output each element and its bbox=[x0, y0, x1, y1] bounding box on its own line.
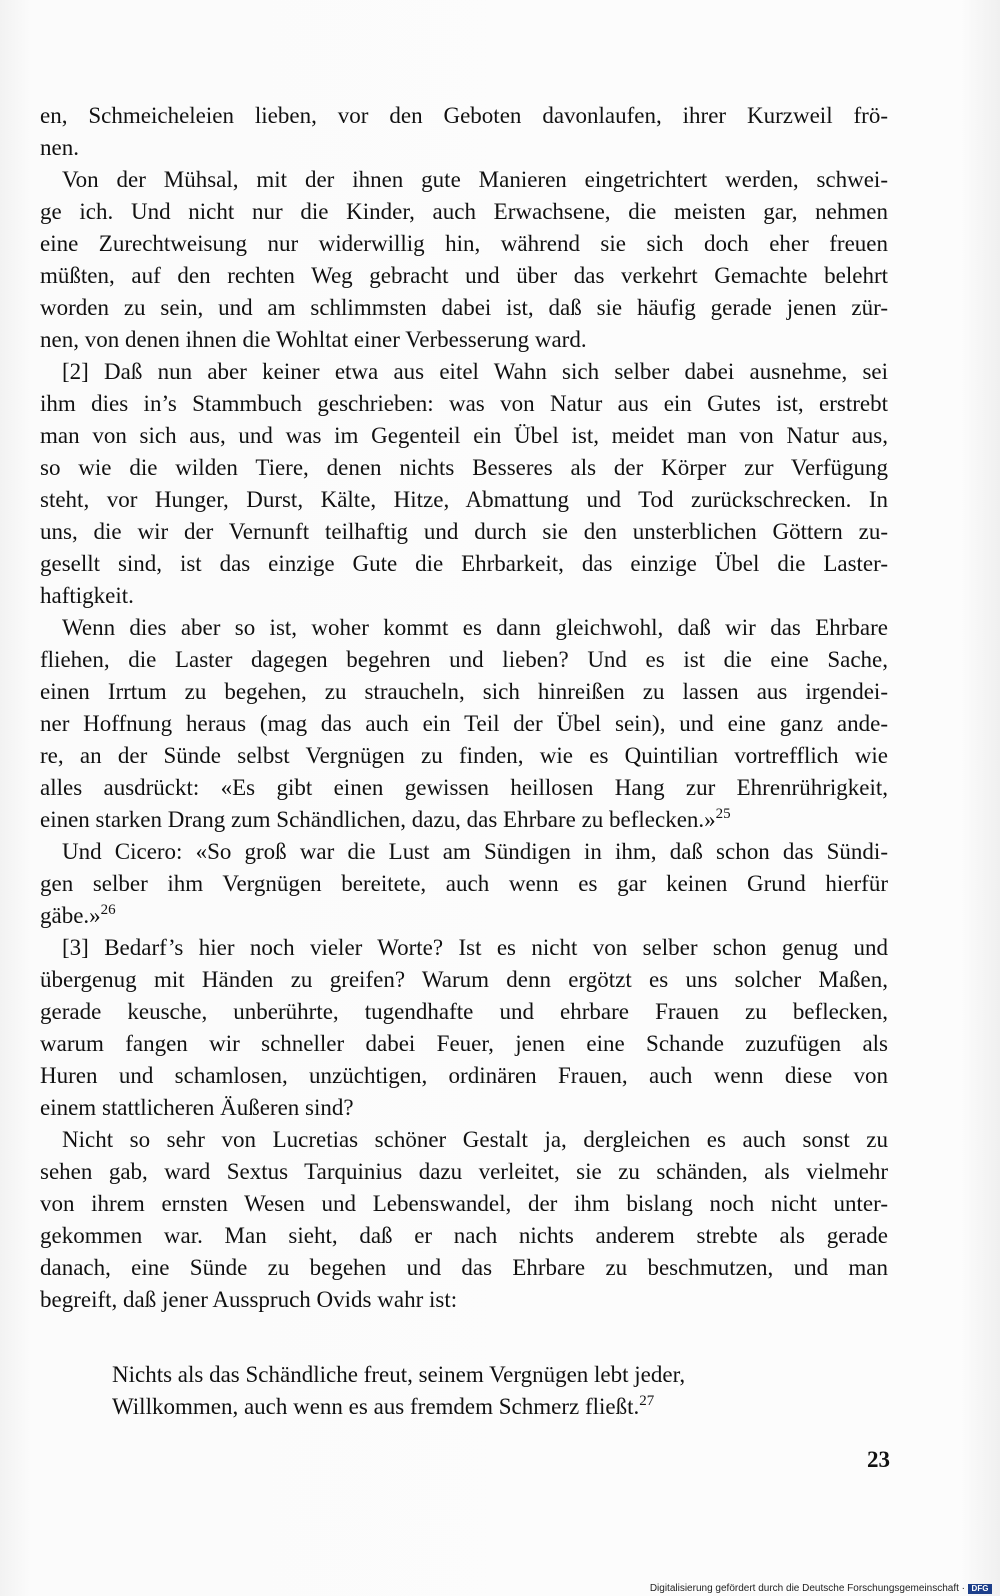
footer-text: Digitalisierung gefördert durch die Deutsche Forschungsgemeinschaft · bbox=[649, 1583, 965, 1594]
text-line: re, an der Sünde selbst Vergnügen zu finden, wie es Quintilian vortrefflich wie bbox=[40, 743, 888, 768]
text-line: gerade keusche, unberührte, tugendhafte und ehrbare Frauen zu beflecken, bbox=[40, 999, 888, 1024]
text-line: so wie die wilden Tiere, denen nichts Besseres als der Körper zur Verfügung bbox=[40, 455, 888, 480]
text-line: [3] Bedarf’s hier noch vieler Worte? Ist es nicht von selber schon genug und bbox=[62, 935, 888, 960]
text-line: uns, die wir der Vernunft teilhaftig und durch sie den unsterblichen Göttern zu- bbox=[40, 519, 888, 544]
digitization-footer bbox=[650, 1583, 992, 1594]
text-line: Und Cicero: «So groß war die Lust am Sündigen in ihm, daß schon das Sündi- bbox=[62, 839, 888, 864]
footnote-mark: 25 bbox=[715, 806, 731, 822]
text-line: gesellt sind, ist das einzige Gute die Ehrbarkeit, das einzige Übel die Laster- bbox=[40, 551, 888, 576]
body-text bbox=[40, 100, 888, 1316]
text-line: ner Hoffnung heraus (mag das auch ein Teil der Übel sein), und eine ganz ande- bbox=[40, 711, 888, 736]
page-number: 23 bbox=[867, 1447, 890, 1472]
text-line: haftigkeit. bbox=[40, 583, 134, 608]
text-line: einem stattlicheren Äußeren sind? bbox=[40, 1095, 354, 1120]
text-line: Huren und schamlosen, unzüchtigen, ordinären Frauen, auch wenn diese von bbox=[40, 1063, 888, 1088]
text-line: fliehen, die Laster dagegen begehren und lieben? Und es ist die eine Sache, bbox=[40, 647, 888, 672]
text-line: begreift, daß jener Ausspruch Ovids wahr ist: bbox=[40, 1287, 458, 1312]
text-line: Wenn dies aber so ist, woher kommt es dann gleichwohl, daß wir das Ehrbare bbox=[62, 615, 888, 640]
text-line: nen. bbox=[40, 135, 79, 160]
text-line: danach, eine Sünde zu begehen und das Ehrbare zu beschmutzen, und man bbox=[40, 1255, 888, 1280]
dfg-logo-icon: DFG bbox=[968, 1584, 992, 1594]
text-line: gekommen war. Man sieht, daß er nach nichts anderem strebte als gerade bbox=[40, 1223, 888, 1248]
text-line: von ihrem ernsten Wesen und Lebenswandel, der ihm bislang noch nicht unter- bbox=[40, 1191, 888, 1216]
text-line: übergenug mit Händen zu greifen? Warum denn ergötzt es uns solcher Maßen, bbox=[40, 967, 888, 992]
text-line: müßten, auf den rechten Weg gebracht und über das verkehrt Gemachte belehrt bbox=[40, 263, 888, 288]
footnote-mark: 27 bbox=[639, 1393, 655, 1409]
text-line: steht, vor Hunger, Durst, Kälte, Hitze, Abmattung und Tod zurückschrecken. In bbox=[40, 487, 888, 512]
text-line: ihm dies in’s Stammbuch geschrieben: was von Natur aus ein Gutes ist, erstrebt bbox=[40, 391, 888, 416]
text-line: worden zu sein, und am schlimmsten dabei ist, daß sie häufig gerade jenen zür- bbox=[40, 295, 888, 320]
text-line: Nicht so sehr von Lucretias schöner Gestalt ja, dergleichen es auch sonst zu bbox=[62, 1127, 888, 1152]
verse-line: Willkommen, auch wenn es aus fremdem Schmerz fließt. bbox=[112, 1394, 640, 1419]
text-line: en, Schmeicheleien lieben, vor den Geboten davonlaufen, ihrer Kurzweil frö- bbox=[40, 103, 888, 128]
text-line: warum fangen wir schneller dabei Feuer, jenen eine Schande zuzufügen als bbox=[40, 1031, 888, 1056]
text-line: ge ich. Und nicht nur die Kinder, auch Erwachsene, die meisten gar, nehmen bbox=[40, 199, 888, 224]
text-line: nen, von denen ihnen die Wohltat einer Verbesserung ward. bbox=[40, 327, 587, 352]
text-line: einen starken Drang zum Schändlichen, dazu, das Ehrbare zu beflecken.» bbox=[40, 807, 716, 832]
text-line: alles ausdrückt: «Es gibt einen gewissen heillosen Hang zur Ehrenrührigkeit, bbox=[40, 775, 888, 800]
text-line: einen Irrtum zu begehen, zu straucheln, sich hinreißen zu lassen aus irgendei- bbox=[40, 679, 888, 704]
verse-line: Nichts als das Schändliche freut, seinem Vergnügen lebt jeder, bbox=[112, 1362, 686, 1387]
text-line-with-note bbox=[40, 804, 888, 836]
text-line: man von sich aus, und was im Gegenteil ein Übel ist, meidet man von Natur aus, bbox=[40, 423, 888, 448]
text-line-with-note bbox=[40, 900, 888, 932]
verse-line-with-note bbox=[112, 1391, 872, 1423]
text-line: sehen gab, ward Sextus Tarquinius dazu verleitet, sie zu schänden, als vielmehr bbox=[40, 1159, 888, 1184]
footnote-mark: 26 bbox=[100, 902, 116, 918]
verse-quote bbox=[112, 1359, 872, 1423]
text-line: [2] Daß nun aber keiner etwa aus eitel Wahn sich selber dabei ausnehme, sei bbox=[62, 359, 888, 384]
text-line: Von der Mühsal, mit der ihnen gute Manieren eingetrichtert werden, schwei- bbox=[62, 167, 888, 192]
text-line: gäbe.» bbox=[40, 903, 101, 928]
text-line: gen selber ihm Vergnügen bereitete, auch wenn es gar keinen Grund hierfür bbox=[40, 871, 888, 896]
text-line: eine Zurechtweisung nur widerwillig hin, während sie sich doch eher freuen bbox=[40, 231, 888, 256]
